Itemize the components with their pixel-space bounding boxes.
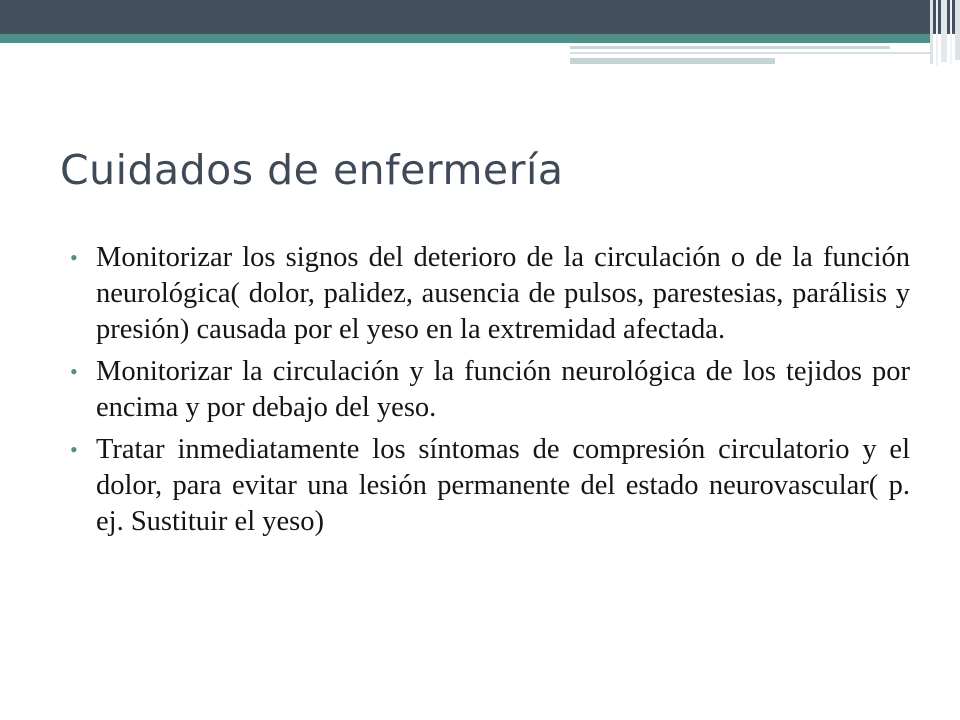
- accent-bar: [0, 34, 930, 43]
- decorative-line: [570, 52, 930, 54]
- decorative-stripe: [930, 0, 933, 64]
- bullet-icon: •: [70, 437, 78, 462]
- bullet-item: [70, 432, 910, 540]
- decorative-stripe: [950, 0, 952, 64]
- header-bar: [0, 0, 960, 34]
- bullet-text: Monitorizar los signos del deterioro de la circulación o de la función neurológica( dolor, palidez, ausencia de pulsos, parestesias, parálisis y presión) causada por el yeso en la extremidad afectada.: [96, 242, 910, 345]
- decorative-stripe: [955, 0, 960, 60]
- decorative-stripe: [936, 0, 938, 66]
- bullet-item: [70, 240, 910, 348]
- decorative-line: [570, 46, 890, 49]
- bullet-item: [70, 354, 910, 426]
- decorative-stripe: [941, 0, 947, 62]
- bullet-icon: •: [70, 359, 78, 384]
- bullet-text: Tratar inmediatamente los síntomas de compresión circulatorio y el dolor, para evitar una lesión permanente del estado neurovascular( p. ej. Sustituir el yeso): [96, 434, 910, 537]
- bullet-text: Monitorizar la circulación y la función neurológica de los tejidos por encima y por debajo del yeso.: [96, 356, 910, 423]
- bullet-icon: •: [70, 245, 78, 270]
- slide-title: Cuidados de enfermería: [60, 146, 564, 194]
- bullet-list: [70, 240, 910, 546]
- decorative-line: [570, 58, 775, 64]
